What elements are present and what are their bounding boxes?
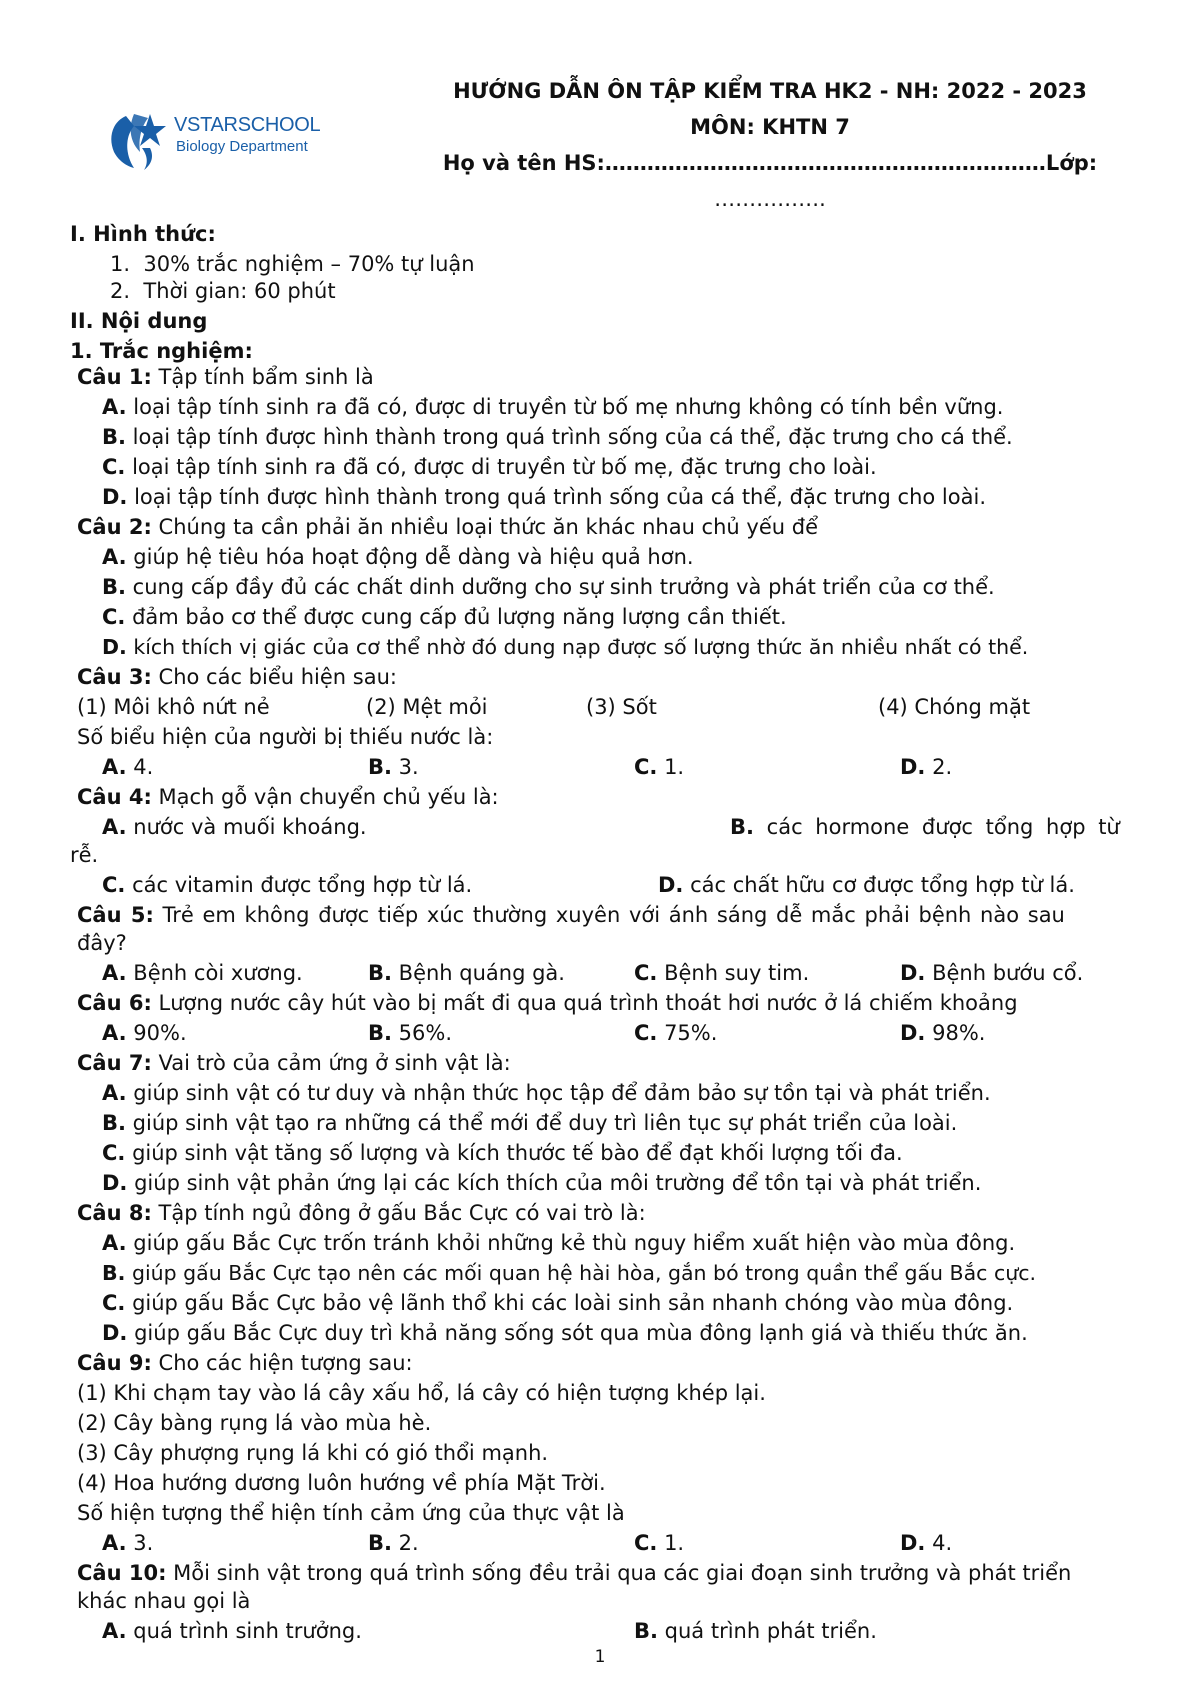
- option-text: loại tập tính được hình thành trong quá trình sống của cá thể, đặc trưng cho loài.: [127, 485, 986, 509]
- option-key: D.: [900, 961, 926, 985]
- option-key: B.: [102, 575, 126, 599]
- option-key: A.: [102, 815, 127, 839]
- option-text: Bệnh còi xương.: [126, 961, 303, 985]
- option-text: quá trình phát triển.: [657, 1619, 877, 1643]
- question-3: [77, 662, 397, 692]
- option: [368, 958, 565, 988]
- option-text: 90%.: [126, 1021, 187, 1045]
- question-label: Câu 4:: [77, 785, 152, 809]
- option-key: A.: [102, 1081, 127, 1105]
- option-key: B.: [368, 1531, 392, 1555]
- option-text: kích thích vị giác của cơ thể nhờ đó dung nạp được số lượng thức ăn nhiều nhất có thể.: [126, 635, 1029, 659]
- option-key: A.: [102, 545, 127, 569]
- option: [102, 1318, 1028, 1348]
- question-wrap: khác nhau gọi là: [77, 1589, 251, 1613]
- section-2-title: II. Nội dung: [70, 309, 208, 333]
- option-key: A.: [102, 755, 127, 779]
- question-stem: Số biểu hiện của người bị thiếu nước là:: [77, 725, 494, 749]
- option-text: giúp sinh vật có tư duy và nhận thức học tập để đảm bảo sự tồn tại và phát triển.: [126, 1081, 991, 1105]
- option-key: D.: [102, 485, 128, 509]
- subsection-title: 1. Trắc nghiệm:: [70, 339, 253, 363]
- option-key: B.: [102, 1111, 126, 1135]
- option-key: D.: [102, 1321, 128, 1345]
- option-text: cung cấp đầy đủ các chất dinh dưỡng cho sự sinh trưởng và phát triển của cơ thể.: [125, 575, 995, 599]
- question-7: [77, 1048, 511, 1078]
- option-text: quá trình sinh trưởng.: [126, 1619, 362, 1643]
- option: [102, 602, 787, 632]
- option-text: các chất hữu cơ được tổng hợp từ lá.: [683, 873, 1075, 897]
- question-wrap: đây?: [77, 931, 127, 955]
- option: [102, 422, 1013, 452]
- option-text: giúp sinh vật phản ứng lại các kích thích của môi trường để tồn tại và phát triển.: [127, 1171, 982, 1195]
- question-10: [77, 1558, 1071, 1588]
- question-text: Mỗi sinh vật trong quá trình sống đều trải qua các giai đoạn sinh trưởng và phát triển: [166, 1561, 1072, 1585]
- list-item: 2. Thời gian: 60 phút: [110, 279, 336, 303]
- logo-name: VSTARSCHOOL: [174, 114, 321, 136]
- option-text: giúp hệ tiêu hóa hoạt động dễ dàng và hiệu quả hơn.: [126, 545, 694, 569]
- option-key: B.: [368, 755, 392, 779]
- page-number: 1: [594, 1647, 606, 1667]
- option-text: 3.: [391, 755, 419, 779]
- option-key: B.: [634, 1619, 658, 1643]
- option: [900, 1528, 952, 1558]
- option-key: D.: [900, 1021, 926, 1045]
- option: [368, 752, 419, 782]
- option: [102, 958, 303, 988]
- option-key: C.: [634, 1021, 658, 1045]
- question-8: [77, 1198, 646, 1228]
- doc-title: HƯỚNG DẪN ÔN TẬP KIỂM TRA HK2 - NH: 2022 - 2023: [453, 79, 1087, 103]
- question-label: Câu 3:: [77, 665, 152, 689]
- option-text: giúp gấu Bắc Cực duy trì khả năng sống sót qua mùa đông lạnh giá và thiếu thức ăn.: [127, 1321, 1028, 1345]
- option: [102, 1018, 187, 1048]
- option: [102, 392, 1003, 422]
- option: [102, 812, 367, 842]
- question-9: [77, 1348, 413, 1378]
- option: [102, 1108, 957, 1138]
- option-text: giúp gấu Bắc Cực tạo nên các mối quan hệ hài hòa, gắn bó trong quần thể gấu Bắc cực.: [125, 1261, 1036, 1285]
- option-text: loại tập tính sinh ra đã có, được di truyền từ bố mẹ nhưng không có tính bền vững.: [126, 395, 1004, 419]
- option: [658, 870, 1075, 900]
- list-item: (1) Khi chạm tay vào lá cây xấu hổ, lá cây có hiện tượng khép lại.: [77, 1381, 766, 1405]
- option-text: 98%.: [925, 1021, 986, 1045]
- option: [102, 452, 877, 482]
- option: [102, 752, 153, 782]
- option-text: giúp sinh vật tạo ra những cá thể mới để duy trì liên tục sự phát triển của loài.: [125, 1111, 958, 1135]
- option: [102, 482, 986, 512]
- logo-department: Biology Department: [176, 138, 308, 155]
- list-item: (4) Hoa hướng dương luôn hướng về phía Mặt Trời.: [77, 1471, 606, 1495]
- option-key: B.: [368, 961, 392, 985]
- option-key: A.: [102, 1231, 127, 1255]
- list-item: (3) Sốt: [586, 695, 657, 719]
- list-item: (3) Cây phượng rụng lá khi có gió thổi mạnh.: [77, 1441, 549, 1465]
- option-text: loại tập tính được hình thành trong quá trình sống của cá thể, đặc trưng cho cá thể.: [125, 425, 1013, 449]
- leaf-star-icon: [104, 108, 172, 172]
- option-key: B.: [102, 425, 126, 449]
- question-label: Câu 2:: [77, 515, 152, 539]
- question-label: Câu 9:: [77, 1351, 152, 1375]
- option-key: A.: [102, 395, 127, 419]
- option: [634, 958, 809, 988]
- option-text: 56%.: [391, 1021, 453, 1045]
- option-text: 2.: [391, 1531, 419, 1555]
- option-text: nước và muối khoáng.: [126, 815, 367, 839]
- doc-subject: MÔN: KHTN 7: [690, 115, 850, 139]
- option: [102, 1078, 991, 1108]
- option-text: giúp gấu Bắc Cực trốn tránh khỏi những kẻ thù nguy hiểm xuất hiện vào mùa đông.: [126, 1231, 1016, 1255]
- option-text: các vitamin được tổng hợp từ lá.: [125, 873, 473, 897]
- section-1-title: I. Hình thức:: [70, 222, 216, 246]
- option: [102, 1616, 362, 1646]
- option-key: C.: [102, 1141, 126, 1165]
- option-key: D.: [102, 635, 127, 659]
- option-text: Bệnh bướu cổ.: [925, 961, 1084, 985]
- question-text: Chúng ta cần phải ăn nhiều loại thức ăn khác nhau chủ yếu để: [151, 515, 818, 539]
- option-key: D.: [658, 873, 684, 897]
- option-wrap: rễ.: [70, 843, 99, 867]
- question-4: [77, 782, 499, 812]
- question-1: [77, 362, 374, 392]
- question-2: [77, 512, 818, 542]
- option-key: C.: [102, 1291, 126, 1315]
- question-stem: Số hiện tượng thể hiện tính cảm ứng của thực vật là: [77, 1501, 625, 1525]
- option: [368, 1528, 419, 1558]
- option: [102, 1288, 1013, 1318]
- question-label: Câu 8:: [77, 1201, 152, 1225]
- option-text: 4.: [126, 755, 154, 779]
- option: [102, 1528, 153, 1558]
- option-key: C.: [634, 1531, 658, 1555]
- option-key: A.: [102, 961, 127, 985]
- option: [102, 1138, 903, 1168]
- option-text: loại tập tính sinh ra đã có, được di truyền từ bố mẹ, đặc trưng cho loài.: [125, 455, 877, 479]
- option: [634, 1616, 877, 1646]
- option: [368, 1018, 452, 1048]
- option-text: 4.: [925, 1531, 953, 1555]
- option: [634, 1528, 684, 1558]
- question-text: Tập tính bẩm sinh là: [151, 365, 374, 389]
- option-text: giúp gấu Bắc Cực bảo vệ lãnh thổ khi các loài sinh sản nhanh chóng vào mùa đông.: [125, 1291, 1014, 1315]
- option: [900, 752, 952, 782]
- question-6: [77, 988, 1018, 1018]
- option-key: C.: [634, 961, 658, 985]
- option-text: Bệnh quáng gà.: [391, 961, 565, 985]
- option: [900, 958, 1083, 988]
- option-key: D.: [900, 1531, 926, 1555]
- option-text: đảm bảo cơ thể được cung cấp đủ lượng năng lượng cần thiết.: [125, 605, 787, 629]
- option: [102, 1168, 981, 1198]
- student-name-line: Họ và tên HS:………………………………………………………Lớp:: [442, 151, 1098, 175]
- option-text: 1.: [657, 755, 685, 779]
- option: [634, 752, 684, 782]
- question-text: Mạch gỗ vận chuyển chủ yếu là:: [151, 785, 499, 809]
- option-key: B.: [102, 1261, 126, 1285]
- option: [102, 572, 995, 602]
- list-item: (2) Mệt mỏi: [366, 695, 488, 719]
- question-label: Câu 10:: [77, 1561, 167, 1585]
- list-item: (4) Chóng mặt: [878, 695, 1031, 719]
- option-key: D.: [102, 1171, 128, 1195]
- option-text: 2.: [925, 755, 953, 779]
- question-text: Tập tính ngủ đông ở gấu Bắc Cực có vai trò là:: [151, 1201, 646, 1225]
- option-text: Bệnh suy tim.: [657, 961, 810, 985]
- option-text: 75%.: [657, 1021, 718, 1045]
- option-key: C.: [102, 455, 126, 479]
- question-text: Vai trò của cảm ứng ở sinh vật là:: [151, 1051, 511, 1075]
- option-key: B.: [730, 815, 754, 839]
- question-text: Trẻ em không được tiếp xúc thường xuyên với ánh sáng dễ mắc phải bệnh nào sau: [153, 903, 1065, 927]
- question-5: [77, 900, 1065, 930]
- option: [102, 870, 472, 900]
- list-item: (1) Môi khô nứt nẻ: [77, 695, 270, 719]
- option: [102, 542, 694, 572]
- question-label: Câu 7:: [77, 1051, 152, 1075]
- option-key: C.: [102, 873, 126, 897]
- class-dots: …………….: [714, 187, 826, 211]
- option-key: D.: [900, 755, 926, 779]
- question-text: Cho các biểu hiện sau:: [151, 665, 397, 689]
- question-label: Câu 1:: [77, 365, 152, 389]
- option-key: B.: [368, 1021, 392, 1045]
- question-text: Cho các hiện tượng sau:: [151, 1351, 413, 1375]
- option-key: A.: [102, 1531, 127, 1555]
- option-text: 3.: [126, 1531, 154, 1555]
- option: [730, 812, 1120, 842]
- option: [900, 1018, 985, 1048]
- option-key: C.: [102, 605, 126, 629]
- question-text: Lượng nước cây hút vào bị mất đi qua quá trình thoát hơi nước ở lá chiếm khoảng: [151, 991, 1018, 1015]
- question-label: Câu 5:: [77, 903, 154, 927]
- option: [102, 1258, 1036, 1288]
- option-text: giúp sinh vật tăng số lượng và kích thước tế bào để đạt khối lượng tối đa.: [125, 1141, 903, 1165]
- option-key: A.: [102, 1619, 127, 1643]
- question-label: Câu 6:: [77, 991, 152, 1015]
- option-text: các hormone được tổng hợp từ: [753, 815, 1120, 839]
- option: [634, 1018, 717, 1048]
- option-key: C.: [634, 755, 658, 779]
- option-key: A.: [102, 1021, 127, 1045]
- option: [102, 632, 1028, 662]
- list-item: 1. 30% trắc nghiệm – 70% tự luận: [110, 252, 475, 276]
- option-text: 1.: [657, 1531, 685, 1555]
- list-item: (2) Cây bàng rụng lá vào mùa hè.: [77, 1411, 432, 1435]
- option: [102, 1228, 1015, 1258]
